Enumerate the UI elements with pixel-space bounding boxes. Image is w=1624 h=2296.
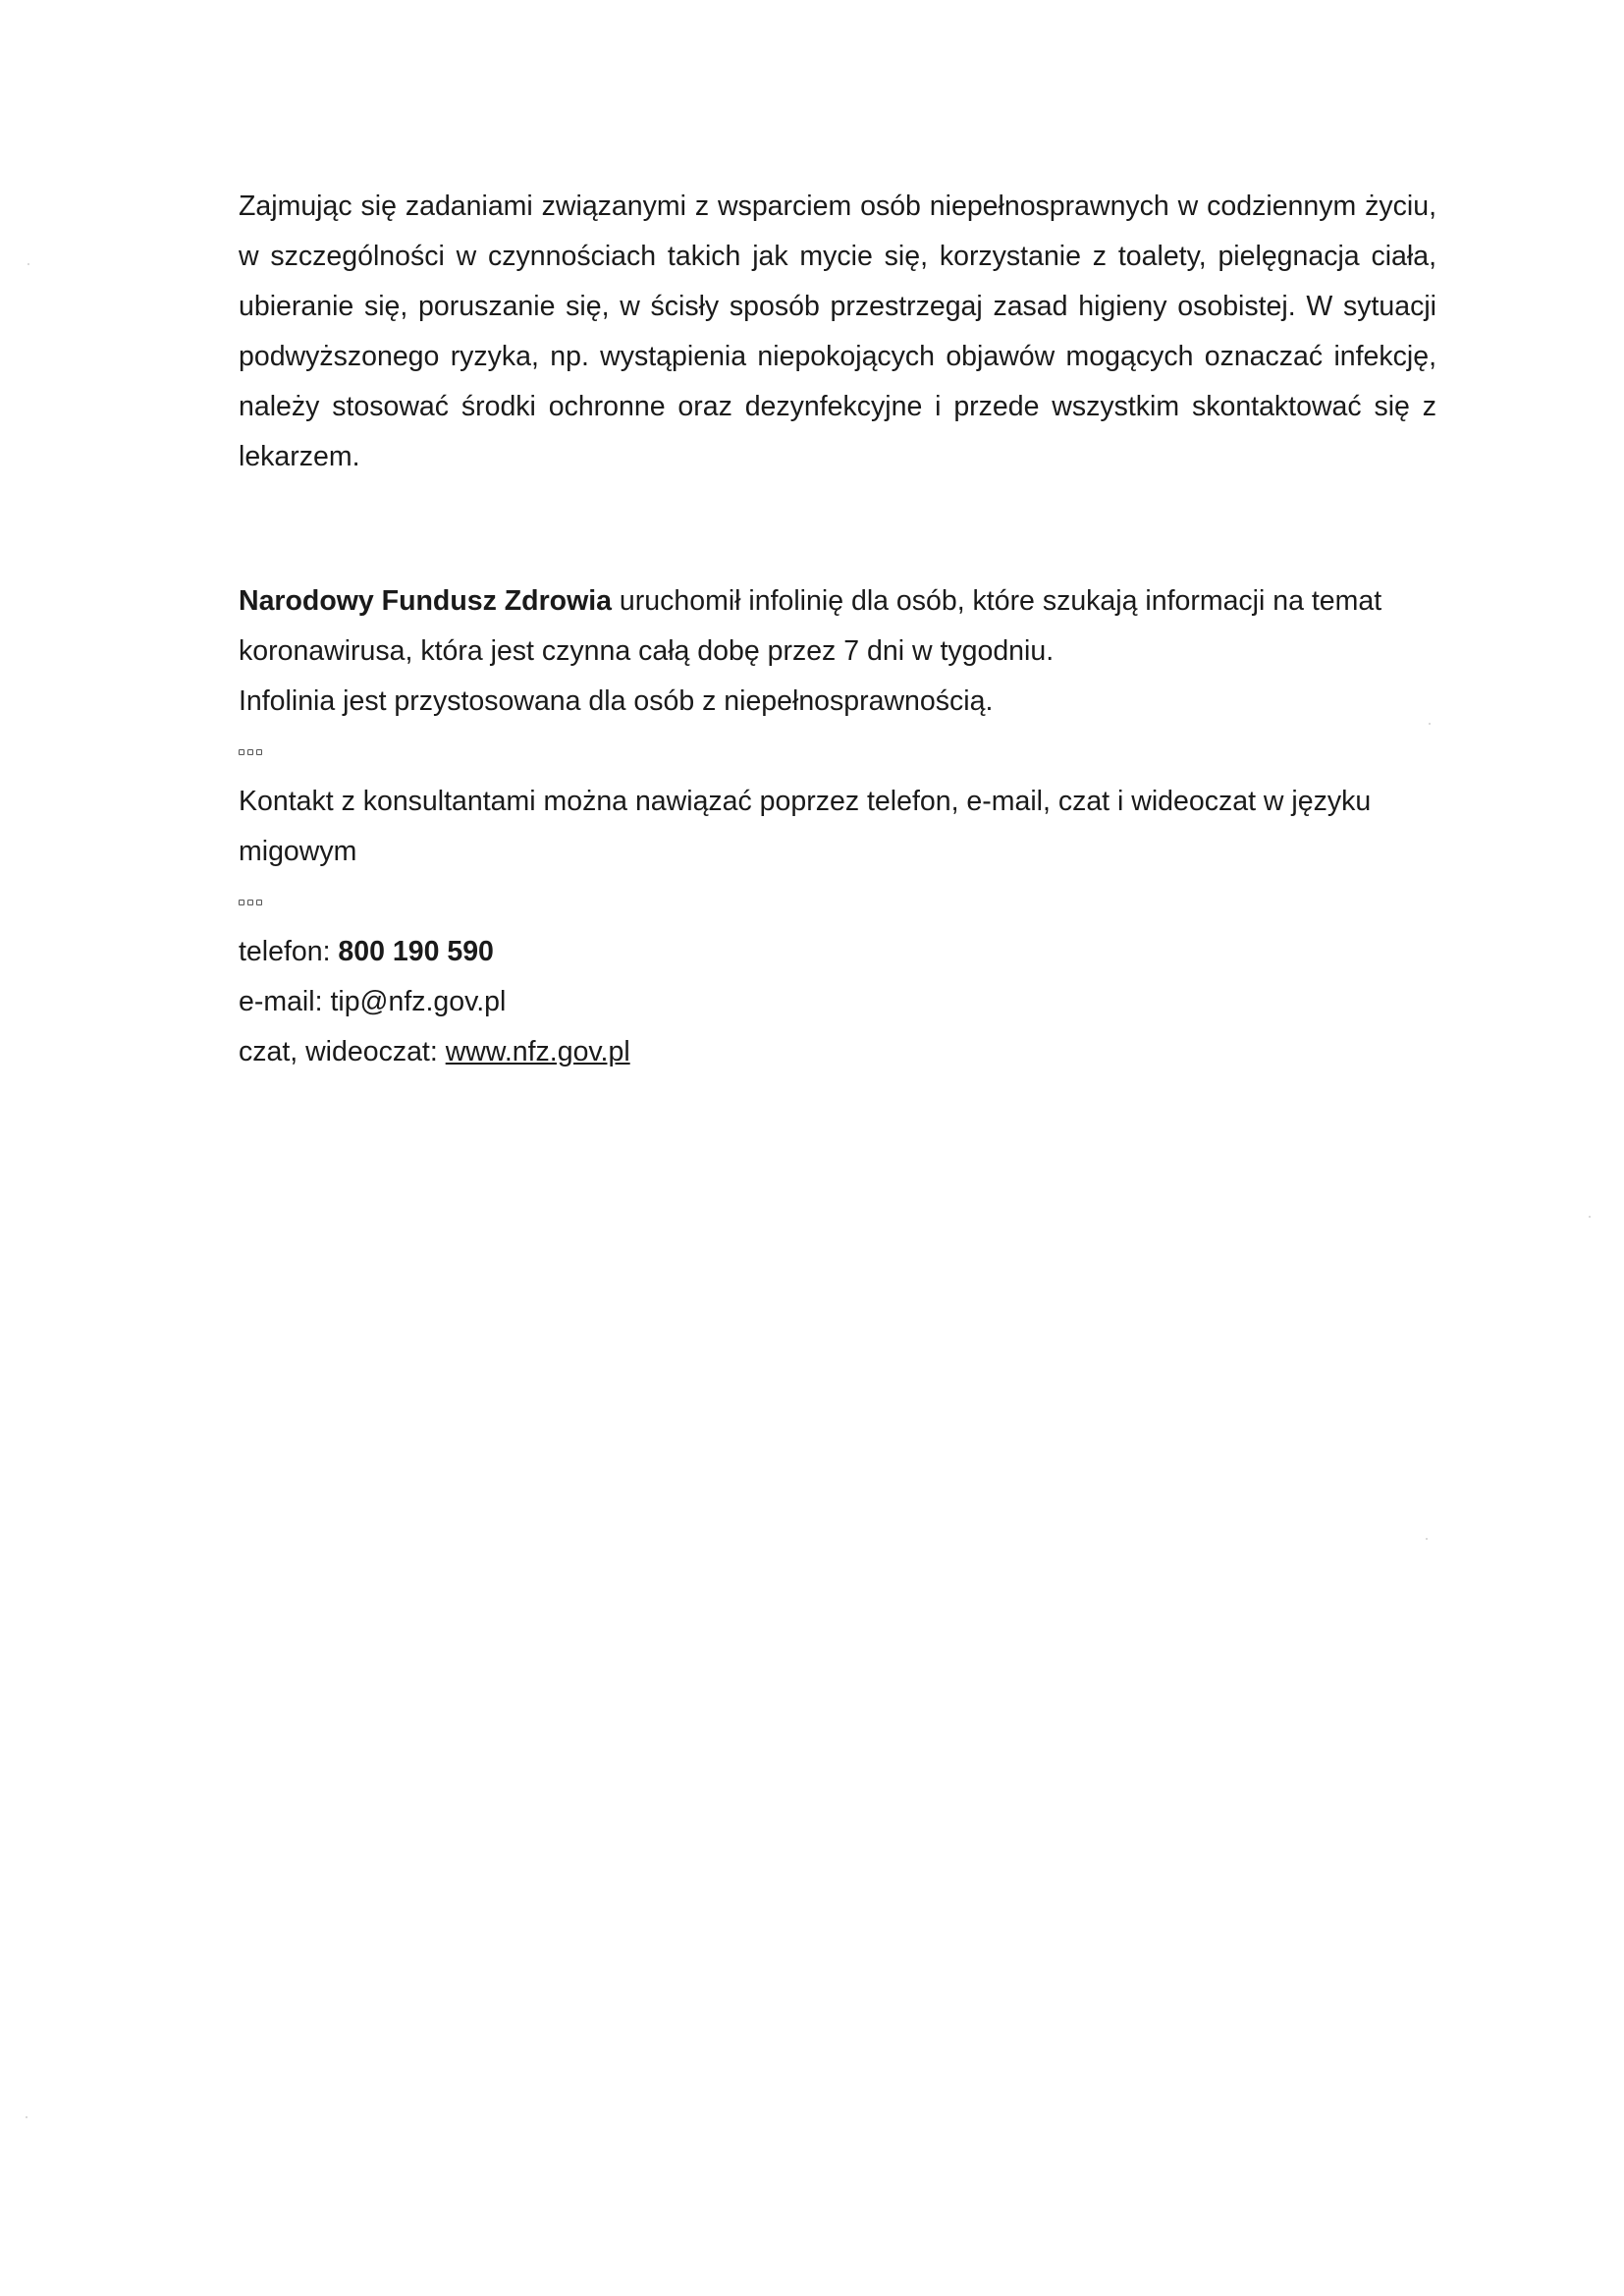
phone-number: 800 190 590	[338, 936, 494, 967]
dot-icon	[256, 900, 262, 905]
phone-label: telefon:	[239, 936, 339, 967]
nfz-intro-paragraph	[239, 576, 1436, 677]
email-line	[239, 977, 1436, 1027]
scan-speck	[26, 2116, 27, 2118]
nfz-infoline-section	[239, 576, 1436, 1077]
chat-line	[239, 1027, 1436, 1077]
chat-label: czat, wideoczat:	[239, 1036, 446, 1067]
hygiene-paragraph: Zajmując się zadaniami związanymi z wsparciem osób niepełnosprawnych w codziennym życiu, w szczególności w czynnościach takich jak mycie się, korzystanie z toalety, pielęgnacja ciała, ubieranie się, poruszanie się, w ścisły sposób przestrzegaj zasad higieny osobistej. W sytuacji podwyższonego ryzyka, np. wystąpienia niepokojących objawów mogących oznaczać infekcję, należy stosować środki ochronne oraz dezynfekcyjne i przede wszystkim skontaktować się z lekarzem.	[239, 191, 1436, 472]
phone-line	[239, 927, 1436, 977]
separator-dots-icon	[239, 727, 1436, 777]
nfz-website-link[interactable]: www.nfz.gov.pl	[445, 1036, 630, 1067]
nfz-org-name: Narodowy Fundusz Zdrowia	[239, 585, 613, 617]
nfz-intro-text: uruchomił infolinię dla osób, które szukają informacji na temat koronawirusa, która jest czynna całą dobę przez 7 dni w tygodniu.	[239, 585, 1382, 667]
email-label: e-mail:	[239, 986, 331, 1017]
dot-icon	[247, 749, 253, 755]
contact-intro-paragraph: Kontakt z konsultantami można nawiązać poprzez telefon, e-mail, czat i wideoczat w języku migowym	[239, 786, 1372, 867]
accessibility-note: Infolinia jest przystosowana dla osób z niepełnosprawnością.	[239, 685, 994, 717]
scan-speck	[1589, 1216, 1591, 1218]
document-content	[239, 182, 1436, 1077]
dot-icon	[239, 749, 244, 755]
dot-icon	[247, 900, 253, 905]
separator-dots-icon	[239, 877, 1436, 927]
scan-speck	[1429, 723, 1431, 725]
dot-icon	[239, 900, 244, 905]
email-address: tip@nfz.gov.pl	[330, 986, 507, 1017]
dot-icon	[256, 749, 262, 755]
scan-speck	[1426, 1538, 1428, 1540]
scan-speck	[27, 263, 29, 265]
